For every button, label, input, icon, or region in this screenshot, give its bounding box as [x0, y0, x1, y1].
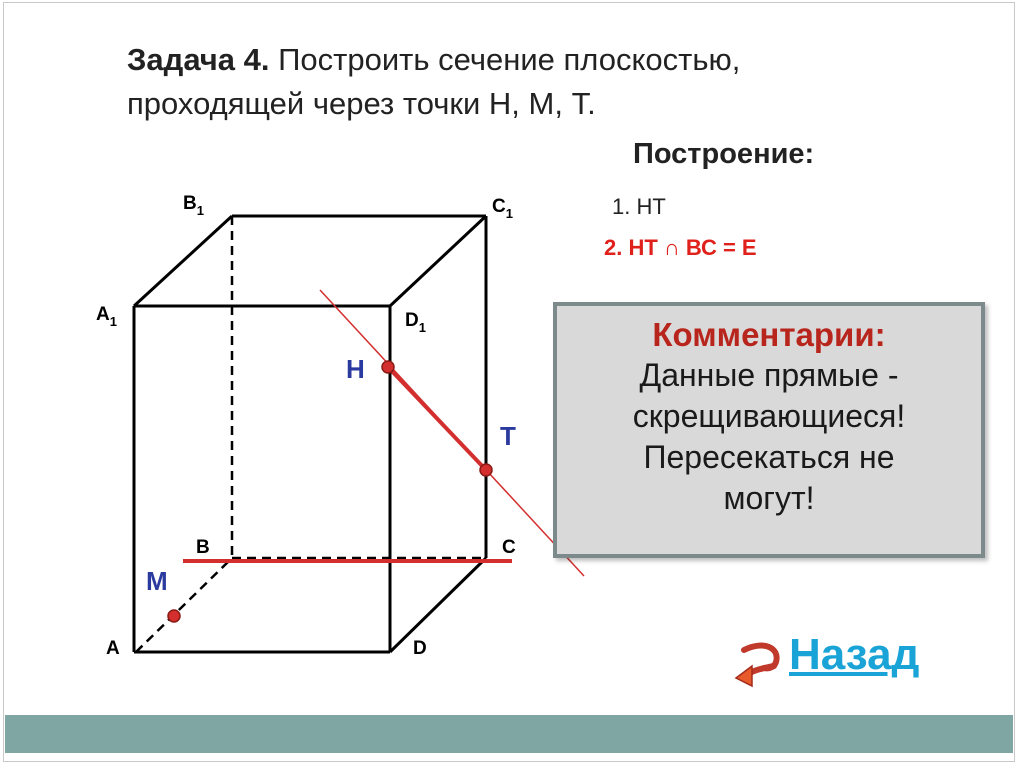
comment-title: Комментарии:: [652, 316, 886, 353]
vertex-a-label: A: [106, 638, 120, 659]
vertex-a1-label: $A_1$: [96, 304, 117, 329]
task-text-line1: Построить сечение плоскостью,: [269, 42, 741, 77]
construction-heading: Построение:: [633, 138, 815, 170]
comment-line-4: могут!: [723, 480, 815, 516]
task-label: Задача 4.: [127, 42, 270, 77]
construction-step-2: 2. НТ ∩ ВС = Е: [604, 235, 757, 260]
vertex-d1-label: $D_1$: [405, 310, 426, 335]
back-arrow-icon[interactable]: [734, 638, 784, 690]
edge-c1d1: [390, 216, 486, 306]
edge-dc: [390, 558, 486, 652]
point-t: [480, 464, 492, 476]
point-m: [168, 610, 180, 622]
point-m-label: М: [146, 566, 168, 596]
comment-box: [553, 302, 985, 558]
point-h: [382, 361, 394, 373]
vertex-b-label: B: [196, 537, 210, 558]
vertex-c-label: C: [502, 537, 516, 558]
construction-step-1: 1. НТ: [612, 194, 666, 219]
task-text-line2: проходящей через точки Н, М, Т.: [127, 86, 596, 121]
comment-line-1: Данные прямые -: [639, 357, 899, 393]
vertex-c1-label: $C_1$: [492, 196, 513, 221]
comment-line-3: Пересекаться не: [643, 439, 895, 475]
vertex-b1-label: $B_1$: [183, 193, 204, 218]
back-link[interactable]: Назад: [789, 630, 920, 679]
segment-ht: [388, 367, 486, 470]
vertex-d-label: D: [413, 638, 427, 659]
edge-a1b1: [134, 216, 232, 306]
footer-bar: [5, 715, 1013, 753]
comment-line-2: скрещивающиеся!: [632, 398, 906, 434]
point-h-label: Н: [346, 354, 365, 384]
point-t-label: Т: [500, 421, 516, 451]
